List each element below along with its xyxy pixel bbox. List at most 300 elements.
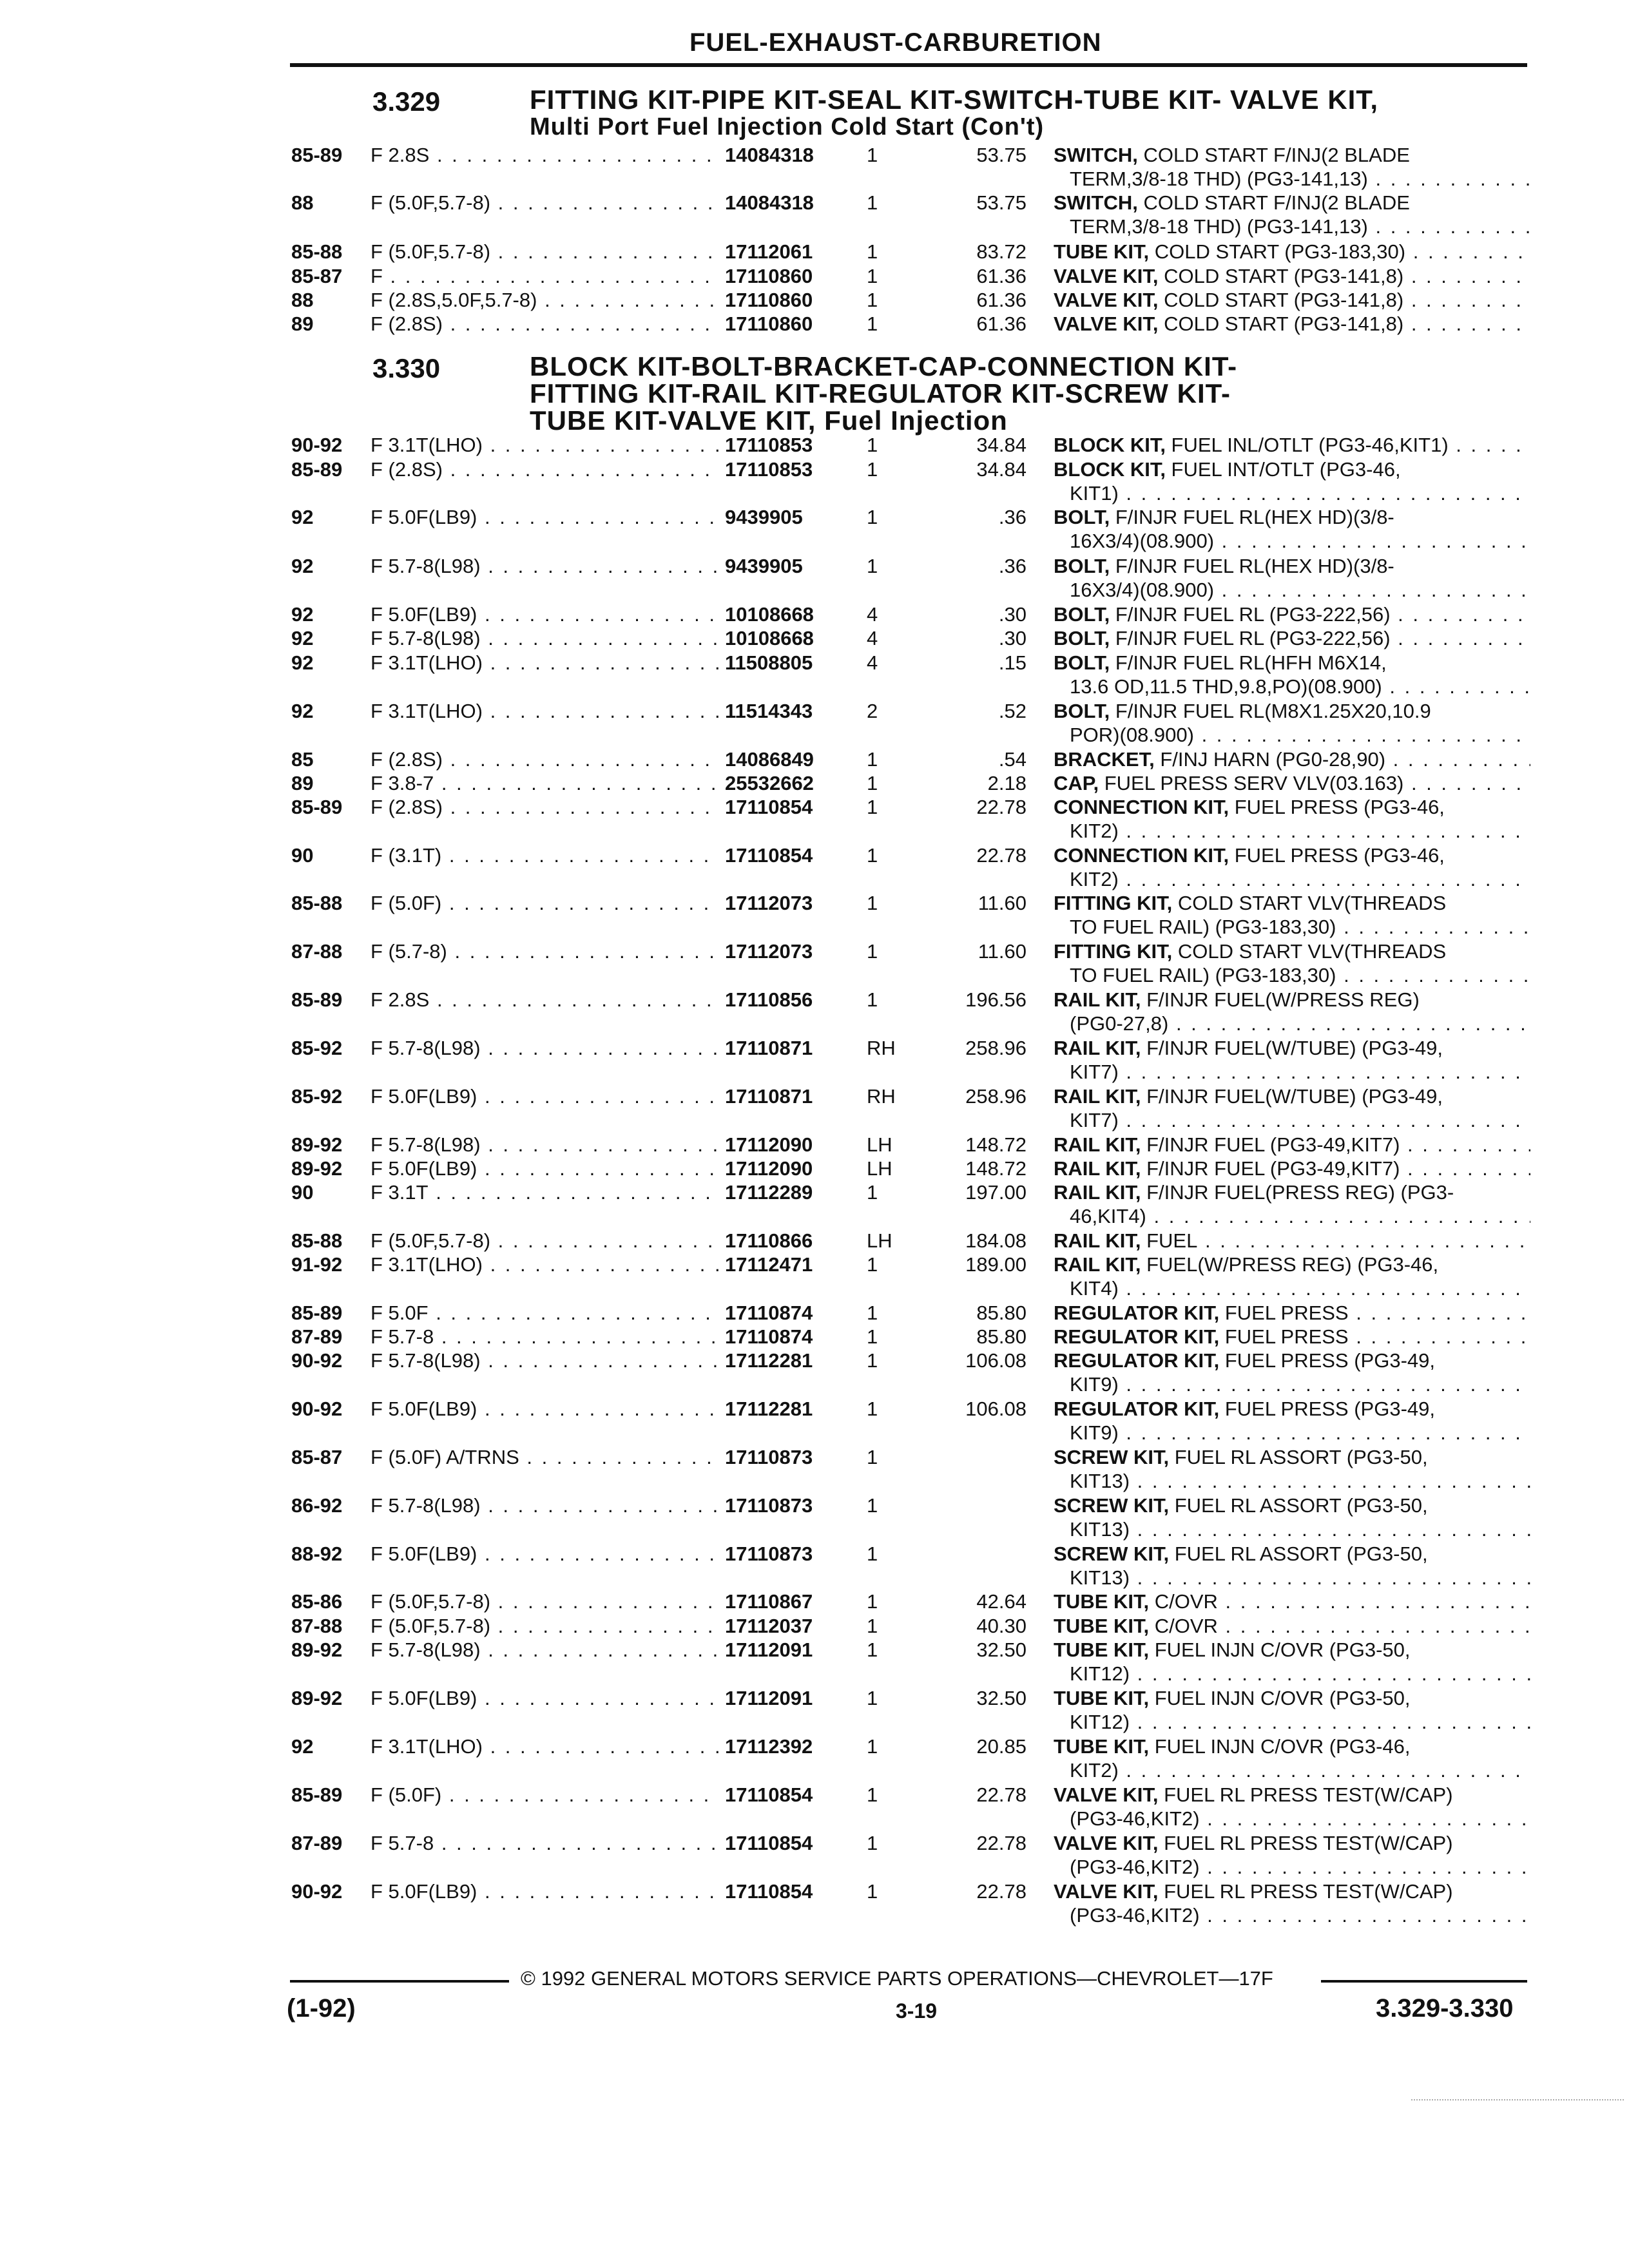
part-number: 17110873	[725, 1542, 813, 1565]
quantity: 1	[867, 1615, 878, 1637]
quantity: 1	[867, 1325, 878, 1348]
vehicle-model: F (5.0F) . . .	[371, 891, 718, 915]
list-price: 22.78	[976, 1783, 1027, 1806]
vehicle-model: F 5.7-8 . . .	[371, 1325, 718, 1349]
quantity: 1	[867, 434, 878, 456]
part-description	[1054, 626, 1530, 650]
vehicle-model: F 5.7-8(L98) . . .	[371, 626, 718, 650]
model-year: 85-87	[291, 265, 343, 287]
vehicle-model: F 3.1T(LHO) . . .	[371, 433, 718, 457]
description-text: FUEL RL PRESS TEST(W/CAP)	[1158, 1832, 1453, 1854]
footer-divider-right	[1321, 1980, 1527, 1983]
part-description	[1054, 1301, 1530, 1325]
parts-row	[0, 1494, 1629, 1545]
part-number: 17110854	[725, 1880, 813, 1903]
part-number: 14086849	[725, 748, 814, 771]
description-keyword: TUBE KIT,	[1054, 240, 1150, 263]
model-year: 85-89	[291, 458, 343, 481]
model-year: 89	[291, 312, 314, 335]
description-line	[1054, 1445, 1530, 1469]
description-keyword: VALVE KIT,	[1054, 265, 1159, 287]
description-text: F/INJR FUEL(W/PRESS REG)	[1141, 988, 1420, 1011]
description-line	[1054, 1542, 1530, 1566]
parts-row	[0, 554, 1629, 606]
vehicle-model: F 5.0F . . .	[371, 1301, 718, 1325]
quantity: 1	[867, 1494, 878, 1517]
part-number: 17110874	[725, 1325, 813, 1348]
vehicle-model: F 5.0F(LB9) . . .	[371, 1084, 718, 1108]
quantity: RH	[867, 1085, 896, 1108]
part-description	[1054, 554, 1530, 602]
vehicle-model: F 2.8S . . .	[371, 143, 718, 167]
quantity: 1	[867, 289, 878, 311]
part-number: 14084318	[725, 191, 814, 214]
description-line	[1054, 191, 1530, 215]
part-number: 17112289	[725, 1181, 813, 1204]
description-text: COLD START (PG3-141,8)	[1158, 265, 1404, 287]
vehicle-model: F (5.7-8) . . .	[371, 939, 718, 963]
part-description	[1054, 1036, 1530, 1084]
quantity: 1	[867, 940, 878, 963]
quantity: 1	[867, 1687, 878, 1709]
parts-row	[0, 143, 1629, 195]
part-number: 17110871	[725, 1085, 813, 1108]
description-continuation: KIT7) . . .	[1054, 1108, 1530, 1132]
part-description	[1054, 1133, 1530, 1157]
model-year: 90-92	[291, 1880, 343, 1903]
part-number: 17112090	[725, 1157, 813, 1180]
quantity: 1	[867, 312, 878, 335]
list-price: 20.85	[976, 1735, 1027, 1758]
list-price: 42.64	[976, 1590, 1027, 1613]
description-line	[1054, 1036, 1530, 1060]
vehicle-model: F 3.8-7 . . .	[371, 771, 718, 795]
description-line	[1054, 312, 1530, 336]
parts-row	[0, 1783, 1629, 1834]
list-price: 61.36	[976, 289, 1027, 311]
list-price: 22.78	[976, 1880, 1027, 1903]
description-text: COLD START (PG3-141,8)	[1158, 289, 1404, 311]
description-line	[1054, 1831, 1530, 1855]
quantity: 1	[867, 555, 878, 577]
model-year: 88-92	[291, 1542, 343, 1565]
model-year: 89-92	[291, 1133, 343, 1156]
part-description	[1054, 602, 1530, 626]
part-description	[1054, 747, 1530, 771]
description-line	[1054, 1180, 1530, 1204]
description-keyword: SWITCH,	[1054, 144, 1138, 166]
part-description	[1054, 1686, 1530, 1734]
description-line	[1054, 1590, 1530, 1613]
description-line	[1054, 1084, 1530, 1108]
part-description	[1054, 1614, 1530, 1638]
description-line	[1054, 1638, 1530, 1662]
description-keyword: CAP,	[1054, 772, 1099, 794]
part-description	[1054, 1542, 1530, 1590]
list-price: .36	[998, 555, 1027, 577]
vehicle-model: F 5.7-8(L98) . . .	[371, 1638, 718, 1662]
vehicle-model: F 5.0F(LB9) . . .	[371, 505, 718, 529]
description-keyword: BOLT,	[1054, 555, 1110, 577]
part-description	[1054, 699, 1530, 747]
section-title	[530, 86, 1378, 140]
quantity: 1	[867, 144, 878, 166]
model-year: 85-88	[291, 892, 343, 914]
parts-row	[0, 1084, 1629, 1136]
description-keyword: SCREW KIT,	[1054, 1494, 1170, 1517]
part-number: 17110867	[725, 1590, 813, 1613]
part-description	[1054, 891, 1530, 939]
vehicle-model: F 5.0F(LB9) . . .	[371, 1157, 718, 1180]
description-text: COLD START VLV(THREADS	[1172, 892, 1447, 914]
description-continuation: KIT2) . . .	[1054, 867, 1530, 891]
vehicle-model: F 3.1T(LHO) . . .	[371, 1735, 718, 1758]
quantity: 1	[867, 1832, 878, 1854]
description-text: COLD START VLV(THREADS	[1172, 940, 1447, 963]
part-number: 17110860	[725, 289, 813, 311]
part-number: 17110874	[725, 1302, 813, 1324]
model-year: 92	[291, 627, 314, 649]
part-description	[1054, 988, 1530, 1035]
parts-row	[0, 988, 1629, 1039]
section-title-line: FITTING KIT-PIPE KIT-SEAL KIT-SWITCH-TUBE KIT- VALVE KIT,	[530, 84, 1378, 115]
quantity: 1	[867, 458, 878, 481]
description-line	[1054, 626, 1530, 650]
vehicle-model: F (2.8S) . . .	[371, 795, 718, 819]
list-price: 106.08	[965, 1349, 1027, 1372]
page-header-title: FUEL-EXHAUST-CARBURETION	[689, 28, 1102, 57]
vehicle-model: F . . .	[371, 264, 718, 288]
vehicle-model: F 3.1T(LHO) . . .	[371, 1253, 718, 1276]
model-year: 87-89	[291, 1325, 343, 1348]
part-number: 10108668	[725, 603, 814, 626]
model-year: 86-92	[291, 1494, 343, 1517]
description-line	[1054, 747, 1530, 771]
quantity: 1	[867, 191, 878, 214]
quantity: 1	[867, 1542, 878, 1565]
description-continuation: TERM,3/8-18 THD) (PG3-141,13) . . .	[1054, 215, 1530, 238]
part-number: 11514343	[725, 700, 813, 722]
parts-row	[0, 1542, 1629, 1593]
description-line	[1054, 939, 1530, 963]
part-description	[1054, 505, 1530, 553]
description-text: FUEL PRESS (PG3-46,	[1229, 844, 1445, 867]
description-line	[1054, 1735, 1530, 1758]
description-keyword: BLOCK KIT,	[1054, 458, 1166, 481]
parts-row	[0, 939, 1629, 991]
part-description	[1054, 240, 1530, 264]
description-keyword: RAIL KIT,	[1054, 1133, 1141, 1156]
list-price: 2.18	[987, 772, 1027, 794]
description-keyword: BOLT,	[1054, 651, 1110, 674]
model-year: 89-92	[291, 1687, 343, 1709]
part-number: 17110854	[725, 796, 813, 818]
vehicle-model: F (5.0F,5.7-8) . . .	[371, 240, 718, 264]
description-line	[1054, 1325, 1530, 1349]
list-price: 34.84	[976, 434, 1027, 456]
description-text: F/INJ HARN (PG0-28,90)	[1154, 748, 1386, 771]
description-line	[1054, 1349, 1530, 1372]
model-year: 87-88	[291, 940, 343, 963]
vehicle-model: F 3.1T(LHO) . . .	[371, 651, 718, 675]
list-price: .30	[998, 627, 1027, 649]
model-year: 85-87	[291, 1446, 343, 1468]
model-year: 91-92	[291, 1253, 343, 1276]
description-text: F/INJR FUEL RL(M8X1.25X20,10.9	[1110, 700, 1431, 722]
description-line	[1054, 1157, 1530, 1180]
part-description	[1054, 1831, 1530, 1879]
description-line	[1054, 602, 1530, 626]
list-price: 258.96	[965, 1085, 1027, 1108]
description-line	[1054, 843, 1530, 867]
list-price: 34.84	[976, 458, 1027, 481]
model-year: 85-92	[291, 1085, 343, 1108]
description-continuation: KIT1) . . .	[1054, 481, 1530, 505]
part-description	[1054, 457, 1530, 505]
description-line	[1054, 143, 1530, 167]
part-description	[1054, 1879, 1530, 1927]
part-number: 9439905	[725, 555, 803, 577]
description-line	[1054, 699, 1530, 723]
part-description	[1054, 1783, 1530, 1831]
vehicle-model: F (5.0F) A/TRNS . . .	[371, 1445, 718, 1469]
list-price: .52	[998, 700, 1027, 722]
model-year: 89	[291, 772, 314, 794]
vehicle-model: F (3.1T) . . .	[371, 843, 718, 867]
part-description	[1054, 1084, 1530, 1132]
quantity: 1	[867, 1735, 878, 1758]
description-continuation: KIT12) . . .	[1054, 1710, 1530, 1734]
part-number: 17110853	[725, 458, 813, 481]
description-text: F/INJR FUEL RL (PG3-222,56)	[1110, 627, 1391, 649]
description-keyword: RAIL KIT,	[1054, 1037, 1141, 1059]
description-continuation: (PG3-46,KIT2) . . .	[1054, 1903, 1530, 1927]
vehicle-model: F (5.0F) . . .	[371, 1783, 718, 1807]
description-continuation: KIT2) . . .	[1054, 1758, 1530, 1782]
model-year: 89-92	[291, 1157, 343, 1180]
vehicle-model: F 5.7-8 . . .	[371, 1831, 718, 1855]
parts-row	[0, 1686, 1629, 1738]
part-description	[1054, 651, 1530, 698]
list-price: 196.56	[965, 988, 1027, 1011]
description-continuation: 46,KIT4) . . .	[1054, 1204, 1530, 1228]
section-title-line: BLOCK KIT-BOLT-BRACKET-CAP-CONNECTION KIT-	[530, 351, 1238, 381]
section-title-line: Multi Port Fuel Injection Cold Start (Con't)	[530, 113, 1045, 140]
description-text: FUEL INJN C/OVR (PG3-50,	[1149, 1687, 1411, 1709]
description-keyword: TUBE KIT,	[1054, 1735, 1150, 1758]
model-year: 90	[291, 844, 314, 867]
parts-row	[0, 312, 1629, 363]
part-number: 17112091	[725, 1687, 813, 1709]
description-line	[1054, 1783, 1530, 1807]
description-keyword: TUBE KIT,	[1054, 1639, 1150, 1661]
list-price: 61.36	[976, 312, 1027, 335]
description-continuation: POR)(08.900) . . .	[1054, 723, 1530, 747]
part-description	[1054, 1590, 1530, 1613]
part-description	[1054, 191, 1530, 238]
model-year: 85-89	[291, 1783, 343, 1806]
description-continuation: KIT7) . . .	[1054, 1060, 1530, 1084]
description-text: FUEL(W/PRESS REG) (PG3-46,	[1141, 1253, 1439, 1276]
part-number: 17112061	[725, 240, 813, 263]
part-number: 17112037	[725, 1615, 813, 1637]
description-keyword: BLOCK KIT,	[1054, 434, 1166, 456]
description-text: F/INJR FUEL RL (PG3-222,56)	[1110, 603, 1391, 626]
parts-row	[0, 795, 1629, 847]
quantity: 1	[867, 796, 878, 818]
footer-divider-left	[290, 1980, 509, 1983]
part-number: 17110854	[725, 1783, 813, 1806]
description-keyword: CONNECTION KIT,	[1054, 796, 1229, 818]
part-description	[1054, 1638, 1530, 1686]
part-number: 17112281	[725, 1349, 813, 1372]
quantity: 1	[867, 1446, 878, 1468]
description-line	[1054, 651, 1530, 675]
description-text: FUEL PRESS	[1219, 1325, 1349, 1348]
part-description	[1054, 1253, 1530, 1300]
part-number: 17112281	[725, 1398, 813, 1420]
description-text: FUEL INT/OTLT (PG3-46,	[1165, 458, 1401, 481]
part-description	[1054, 843, 1530, 891]
description-keyword: SWITCH,	[1054, 191, 1138, 214]
description-continuation: KIT13) . . .	[1054, 1517, 1530, 1541]
list-price: 32.50	[976, 1639, 1027, 1661]
part-number: 14084318	[725, 144, 814, 166]
description-keyword: TUBE KIT,	[1054, 1687, 1150, 1709]
part-number: 17110873	[725, 1494, 813, 1517]
list-price: 61.36	[976, 265, 1027, 287]
description-keyword: BOLT,	[1054, 506, 1110, 528]
part-description	[1054, 1494, 1530, 1541]
description-text: F/INJR FUEL (PG3-49,KIT7)	[1141, 1157, 1400, 1180]
part-number: 17110860	[725, 312, 813, 335]
description-text: F/INJR FUEL (PG3-49,KIT7)	[1141, 1133, 1400, 1156]
parts-row	[0, 1831, 1629, 1883]
header-divider	[290, 63, 1527, 67]
description-keyword: BOLT,	[1054, 603, 1110, 626]
list-price: 22.78	[976, 796, 1027, 818]
description-line	[1054, 891, 1530, 915]
quantity: 1	[867, 1349, 878, 1372]
part-number: 17112392	[725, 1735, 813, 1758]
description-line	[1054, 1133, 1530, 1157]
description-text: FUEL	[1141, 1229, 1198, 1252]
description-continuation: KIT9) . . .	[1054, 1372, 1530, 1396]
model-year: 85	[291, 748, 314, 771]
quantity: 1	[867, 892, 878, 914]
description-keyword: VALVE KIT,	[1054, 1880, 1159, 1903]
model-year: 85-88	[291, 240, 343, 263]
quantity: 1	[867, 506, 878, 528]
part-number: 17110853	[725, 434, 813, 456]
list-price: 22.78	[976, 1832, 1027, 1854]
part-description	[1054, 312, 1530, 336]
quantity: 1	[867, 1783, 878, 1806]
description-continuation: KIT2) . . .	[1054, 819, 1530, 843]
description-line	[1054, 433, 1530, 457]
quantity: 1	[867, 844, 878, 867]
description-text: FUEL PRESS SERV VLV(03.163)	[1099, 772, 1404, 794]
vehicle-model: F (2.8S) . . .	[371, 457, 718, 481]
description-keyword: RAIL KIT,	[1054, 1085, 1141, 1108]
part-number: 9439905	[725, 506, 803, 528]
description-text: F/INJR FUEL RL(HFH M6X14,	[1110, 651, 1387, 674]
description-line	[1054, 1879, 1530, 1903]
description-continuation: TO FUEL RAIL) (PG3-183,30) . . .	[1054, 963, 1530, 987]
list-price: 32.50	[976, 1687, 1027, 1709]
description-continuation: KIT4) . . .	[1054, 1276, 1530, 1300]
description-line	[1054, 240, 1530, 264]
description-text: COLD START (PG3-141,8)	[1158, 312, 1404, 335]
part-number: 17110871	[725, 1037, 813, 1059]
description-continuation: KIT13) . . .	[1054, 1469, 1530, 1493]
part-number: 17110854	[725, 844, 813, 867]
vehicle-model: F 5.0F(LB9) . . .	[371, 1879, 718, 1903]
description-keyword: REGULATOR KIT,	[1054, 1349, 1220, 1372]
vehicle-model: F (5.0F,5.7-8) . . .	[371, 191, 718, 215]
description-keyword: RAIL KIT,	[1054, 1253, 1141, 1276]
parts-row	[0, 1180, 1629, 1232]
parts-row	[0, 1879, 1629, 1931]
quantity: 4	[867, 627, 878, 649]
model-year: 85-89	[291, 144, 343, 166]
description-text: F/INJR FUEL(W/TUBE) (PG3-49,	[1141, 1037, 1443, 1059]
model-year: 92	[291, 1735, 314, 1758]
part-number: 17112073	[725, 892, 813, 914]
description-text: F/INJR FUEL(W/TUBE) (PG3-49,	[1141, 1085, 1443, 1108]
description-text: COLD START F/INJ(2 BLADE	[1137, 144, 1410, 166]
description-line	[1054, 1397, 1530, 1421]
model-year: 85-92	[291, 1037, 343, 1059]
description-line	[1054, 1686, 1530, 1710]
part-number: 17110873	[725, 1446, 813, 1468]
parts-row	[0, 505, 1629, 557]
quantity: 1	[867, 1253, 878, 1276]
part-description	[1054, 1229, 1530, 1253]
part-number: 25532662	[725, 772, 814, 794]
model-year: 85-89	[291, 988, 343, 1011]
vehicle-model: F 3.1T . . .	[371, 1180, 718, 1204]
model-year: 88	[291, 191, 314, 214]
list-price: 83.72	[976, 240, 1027, 263]
vehicle-model: F 5.7-8(L98) . . .	[371, 1494, 718, 1517]
part-number: 17112090	[725, 1133, 813, 1156]
parts-row	[0, 1735, 1629, 1786]
description-keyword: SCREW KIT,	[1054, 1446, 1170, 1468]
vehicle-model: F (2.8S) . . .	[371, 312, 718, 336]
quantity: 1	[867, 1302, 878, 1324]
model-year: 92	[291, 555, 314, 577]
vehicle-model: F (2.8S) . . .	[371, 747, 718, 771]
quantity: 4	[867, 603, 878, 626]
part-description	[1054, 1349, 1530, 1396]
scan-artifact-line	[1411, 2099, 1624, 2102]
parts-row	[0, 1397, 1629, 1448]
list-price: 53.75	[976, 191, 1027, 214]
description-continuation: TERM,3/8-18 THD) (PG3-141,13) . . .	[1054, 167, 1530, 191]
part-description	[1054, 264, 1530, 288]
part-number: 17110856	[725, 988, 813, 1011]
description-line	[1054, 1301, 1530, 1325]
parts-row	[0, 457, 1629, 509]
quantity: LH	[867, 1133, 892, 1156]
quantity: 1	[867, 1181, 878, 1204]
description-line	[1054, 264, 1530, 288]
list-price: .54	[998, 748, 1027, 771]
quantity: 1	[867, 772, 878, 794]
description-keyword: RAIL KIT,	[1054, 1229, 1141, 1252]
list-price: 258.96	[965, 1037, 1027, 1059]
